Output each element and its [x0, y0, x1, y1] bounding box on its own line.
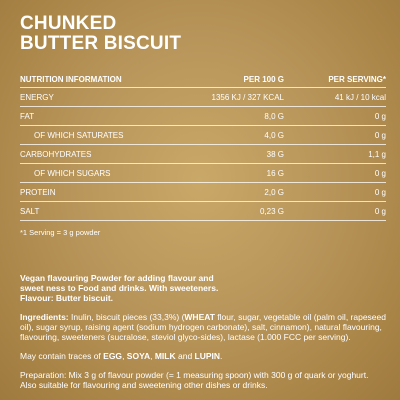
ingredients-part2: flour, sugar, vegetable oil (palm oil, rapeseed oil), sugar syrup, raising agent (sodium hydrogen carbonate), salt, cinnamon), natural flavouring, flavouring, sweeteners (sucralose, steviol glyco-sides), lactase (1.000 FCC per serving).	[20, 312, 386, 342]
preparation-text: Preparation: Mix 3 g of flavour powder (= 1 measuring spoon) with 300 g of quark or yoghurt. Also suitable for flavouring and sweetening other dishes or drinks.	[20, 370, 369, 390]
nutrition-row-sugars	[20, 164, 386, 183]
nutrient-per-serving: 0 g	[374, 111, 386, 121]
allergen-lupin: LUPIN	[194, 351, 221, 361]
nutrition-row-fat	[20, 107, 386, 126]
nutrient-per100: 16 G	[266, 168, 284, 178]
nutrient-per100: 4,0 G	[264, 130, 284, 140]
nutrition-row-energy	[20, 88, 386, 107]
description-line2: sweet ness to Food and drinks. With sweeteners.	[20, 283, 219, 293]
nutrient-per-serving: 0 g	[374, 187, 386, 197]
product-description	[20, 273, 280, 303]
allergen-suffix: .	[220, 351, 223, 361]
product-title-line1: CHUNKED	[20, 13, 117, 34]
nutrient-per100: 1356 KJ / 327 KCAL	[211, 92, 284, 102]
nutrition-header-label: NUTRITION INFORMATION	[20, 75, 122, 84]
allergen-sep1: ,	[122, 351, 127, 361]
serving-footnote: *1 Serving = 3 g powder	[20, 228, 101, 237]
allergen-sep2: ,	[150, 351, 155, 361]
nutrient-per100: 0,23 G	[259, 206, 284, 216]
nutrient-per100: 8,0 G	[264, 111, 284, 121]
nutrient-per-serving: 0 g	[374, 130, 386, 140]
allergen-soya: SOYA	[126, 351, 151, 361]
ingredients-text	[20, 312, 386, 342]
nutrient-per100: 2,0 G	[264, 187, 284, 197]
nutrient-label: FAT	[20, 111, 35, 121]
nutrient-label: ENERGY	[20, 92, 54, 102]
nutrient-per-serving: 1,1 g	[368, 149, 386, 159]
nutrition-row-saturates	[20, 126, 386, 145]
nutrient-per-serving: 41 kJ / 10 kcal	[334, 92, 386, 102]
nutrient-label: OF WHICH SATURATES	[34, 130, 124, 140]
nutrition-row-protein	[20, 183, 386, 202]
nutrition-row-carbohydrates	[20, 145, 386, 164]
nutrient-label: SALT	[20, 206, 40, 216]
nutrition-table	[20, 72, 386, 237]
nutrition-row-salt	[20, 202, 386, 221]
allergen-statement	[20, 351, 386, 361]
product-title-line2: BUTTER BISCUIT	[20, 33, 182, 54]
nutrient-per-serving: 0 g	[374, 168, 386, 178]
nutrient-label: PROTEIN	[20, 187, 56, 197]
ingredients-allergen-wheat: WHEAT	[184, 312, 215, 322]
nutrition-header-row	[20, 72, 386, 88]
description-line1: Vegan flavouring Powder for adding flavour and	[20, 273, 214, 283]
allergen-egg: EGG	[103, 351, 123, 361]
nutrient-per-serving: 0 g	[374, 206, 386, 216]
nutrient-label: OF WHICH SUGARS	[34, 168, 111, 178]
description-line3: Flavour: Butter biscuit.	[20, 293, 114, 303]
allergen-prefix: May contain traces of	[20, 351, 104, 361]
nutrient-label: CARBOHYDRATES	[20, 149, 92, 159]
nutrient-per100: 38 G	[266, 149, 284, 159]
ingredients-label: Ingredients:	[20, 312, 69, 322]
allergen-sep3: and	[175, 351, 195, 361]
nutrition-header-per-serving: PER SERVING*	[328, 75, 386, 84]
nutrition-header-per100: PER 100 G	[243, 75, 284, 84]
ingredients-part1: Inulin, biscuit pieces (33,3%) (	[68, 312, 185, 322]
product-title	[20, 14, 386, 54]
allergen-milk: MILK	[154, 351, 176, 361]
